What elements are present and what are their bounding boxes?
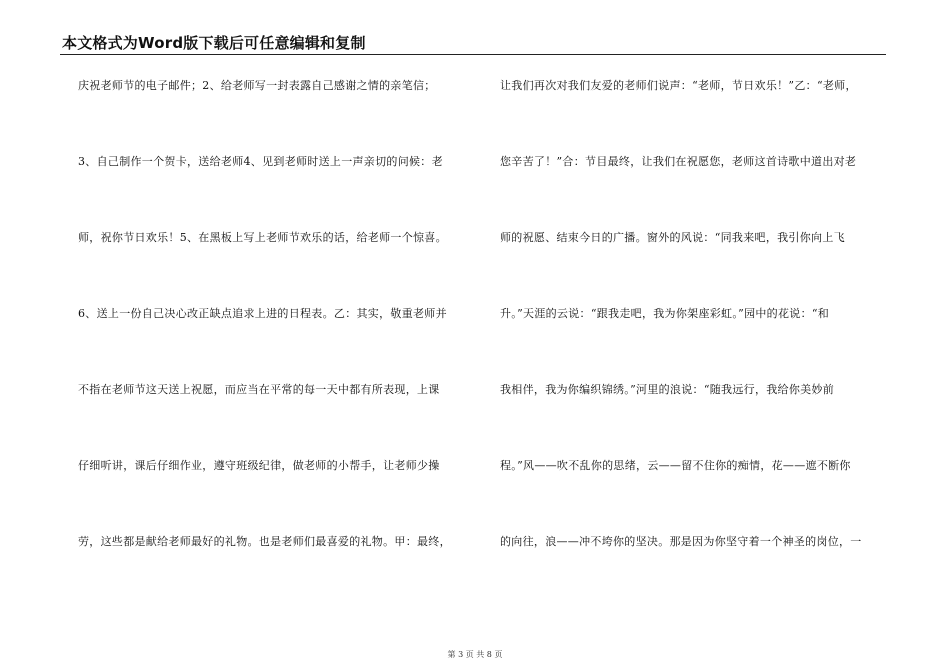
- header-title: 本文格式为Word版下载后可任意编辑和复制: [62, 34, 366, 52]
- text-line: 升。”天涯的云说：“跟我走吧，我为你架座彩虹。”园中的花说：“和: [500, 307, 830, 320]
- text-line: 庆祝老师节的电子邮件；2、给老师写一封表露自己感谢之情的亲笔信；: [78, 79, 436, 92]
- text-line: 让我们再次对我们友爱的老师们说声：“老师，节日欢乐！”乙：“老师，: [500, 79, 857, 92]
- text-line: 不指在老师节这天送上祝愿，而应当在平常的每一天中都有所表现，上课: [78, 383, 440, 396]
- page-number: 第 3 页 共 8 页: [447, 650, 503, 659]
- text-line: 6、送上一份自己决心改正缺点追求上进的日程表。乙：其实，敬重老师并: [78, 307, 447, 320]
- text-line: 的向往，浪——冲不垮你的坚决。那是因为你坚守着一个神圣的岗位，一: [500, 535, 862, 548]
- text-line: 您辛苦了！”合：节目最终，让我们在祝愿您，老师这首诗歌中道出对老: [500, 155, 857, 168]
- text-line: 师，祝你节日欢乐！5、在黑板上写上老师节欢乐的话，给老师一个惊喜。: [78, 231, 447, 244]
- right-column: [500, 77, 890, 609]
- text-line: 3、自己制作一个贺卡，送给老师4、见到老师时送上一声亲切的问候：老: [78, 155, 443, 168]
- text-line: 我相伴，我为你编织锦绣。”河里的浪说：“随我远行，我给你美妙前: [500, 383, 835, 396]
- text-line: 劳，这些都是献给老师最好的礼物。也是老师们最喜爱的礼物。甲：最终，: [78, 535, 451, 548]
- text-line: 仔细听讲，课后仔细作业，遵守班级纪律，做老师的小帮手，让老师少操: [78, 459, 440, 472]
- left-column: [78, 77, 468, 609]
- header-divider: [60, 54, 886, 55]
- text-line: 程。”风——吹不乱你的思绪，云——留不住你的痴情，花——遮不断你: [500, 459, 851, 472]
- text-line: 师的祝愿、结束今日的广播。窗外的风说：“同我来吧，我引你向上飞: [500, 231, 845, 244]
